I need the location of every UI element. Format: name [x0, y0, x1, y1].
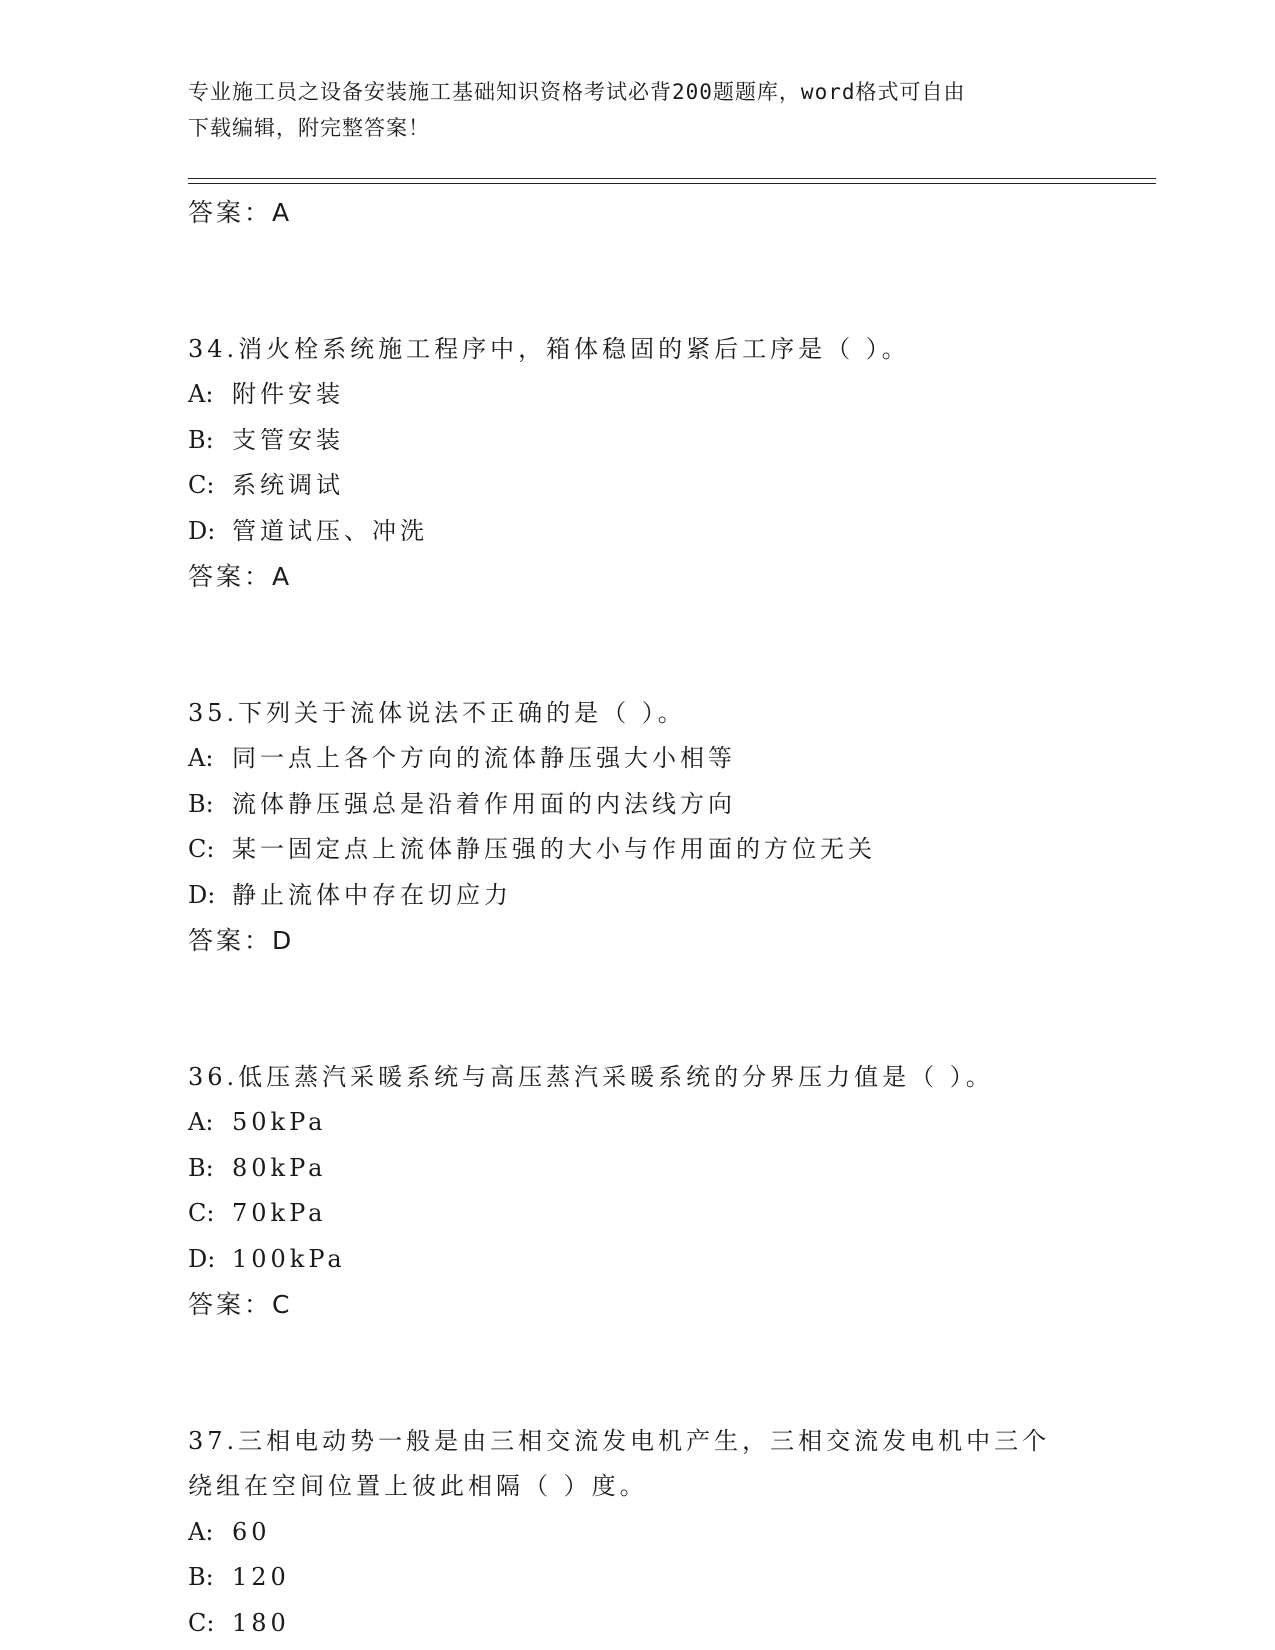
option-text: 支管安装 [232, 425, 344, 454]
option-text: 70kPa [232, 1199, 327, 1227]
answer-value: A [272, 562, 293, 591]
option-a [188, 372, 1148, 418]
option-letter: B: [188, 425, 214, 454]
option-text: 180 [232, 1608, 290, 1637]
option-letter: C: [188, 471, 215, 499]
question-list [188, 190, 1148, 1646]
option-letter: C: [188, 835, 215, 863]
option-text: 同一点上各个方向的流体静压强大小相等 [232, 744, 736, 772]
option-letter: B: [188, 789, 214, 818]
option-b [188, 418, 1148, 464]
option-text: 系统调试 [232, 471, 344, 499]
option-letter: A: [188, 1517, 214, 1546]
option-letter: C: [188, 1608, 215, 1637]
header-divider-bottom [188, 183, 1156, 184]
option-letter: D: [188, 1244, 216, 1273]
option-text: 流体静压强总是沿着作用面的内法线方向 [232, 789, 736, 818]
header-title-line2: 下载编辑，附完整答案！ [188, 116, 430, 140]
answer-label: 答案： [188, 562, 273, 591]
question-block [188, 1055, 1148, 1328]
option-d [188, 1237, 1148, 1283]
option-text: 100kPa [232, 1244, 346, 1273]
question-stem: 34.消火栓系统施工程序中，箱体稳固的紧后工序是（ ）。 [188, 334, 910, 363]
option-c [188, 1191, 1148, 1237]
spacer [188, 1328, 1148, 1419]
option-letter: A: [188, 1108, 214, 1136]
answer-label: 答案： [188, 198, 273, 227]
answer-line [188, 918, 1148, 964]
question-stem: 36.低压蒸汽采暖系统与高压蒸汽采暖系统的分界压力值是（ ）。 [188, 1062, 994, 1091]
option-text: 管道试压、冲洗 [232, 516, 428, 545]
option-text: 60 [232, 1517, 271, 1546]
option-c [188, 1601, 1148, 1647]
answer-line [188, 1282, 1148, 1328]
header-divider-top [188, 178, 1156, 179]
answer-value: C [272, 1290, 293, 1319]
spacer [188, 236, 1148, 327]
option-text: 50kPa [232, 1108, 327, 1136]
question-block [188, 691, 1148, 964]
option-text: 某一固定点上流体静压强的大小与作用面的方位无关 [232, 835, 876, 863]
question-block [188, 327, 1148, 600]
option-letter: A: [188, 744, 214, 772]
answer-line [188, 554, 1148, 600]
answer-value: D [272, 926, 295, 955]
option-text: 附件安装 [232, 380, 344, 408]
question-stem-line1: 37.三相电动势一般是由三相交流发电机产生，三相交流发电机中三个 [188, 1426, 1051, 1455]
question-stem: 35.下列关于流体说法不正确的是（ ）。 [188, 698, 686, 727]
document-header [188, 74, 1088, 146]
spacer [188, 964, 1148, 1055]
option-b [188, 1555, 1148, 1601]
option-b [188, 1146, 1148, 1192]
answer-label: 答案： [188, 1290, 273, 1319]
question-block [188, 1419, 1148, 1647]
option-text: 静止流体中存在切应力 [232, 880, 512, 909]
option-a [188, 1100, 1148, 1146]
option-letter: C: [188, 1199, 215, 1227]
option-a [188, 736, 1148, 782]
option-letter: A: [188, 380, 214, 408]
answer-line [188, 190, 1148, 236]
header-title-line1: 专业施工员之设备安装施工基础知识资格考试必背200题题库，word格式可自由 [188, 80, 966, 104]
option-letter: B: [188, 1563, 214, 1591]
option-d [188, 873, 1148, 919]
option-c [188, 463, 1148, 509]
option-letter: B: [188, 1153, 214, 1182]
option-text: 80kPa [232, 1153, 327, 1182]
option-a [188, 1510, 1148, 1556]
option-c [188, 827, 1148, 873]
answer-label: 答案： [188, 926, 273, 955]
spacer [188, 600, 1148, 691]
answer-value: A [272, 198, 293, 227]
option-d [188, 509, 1148, 555]
option-letter: D: [188, 516, 216, 545]
question-stem-line2: 绕组在空间位置上彼此相隔（ ）度。 [188, 1472, 648, 1500]
option-b [188, 782, 1148, 828]
option-letter: D: [188, 880, 216, 909]
option-text: 120 [232, 1563, 290, 1591]
